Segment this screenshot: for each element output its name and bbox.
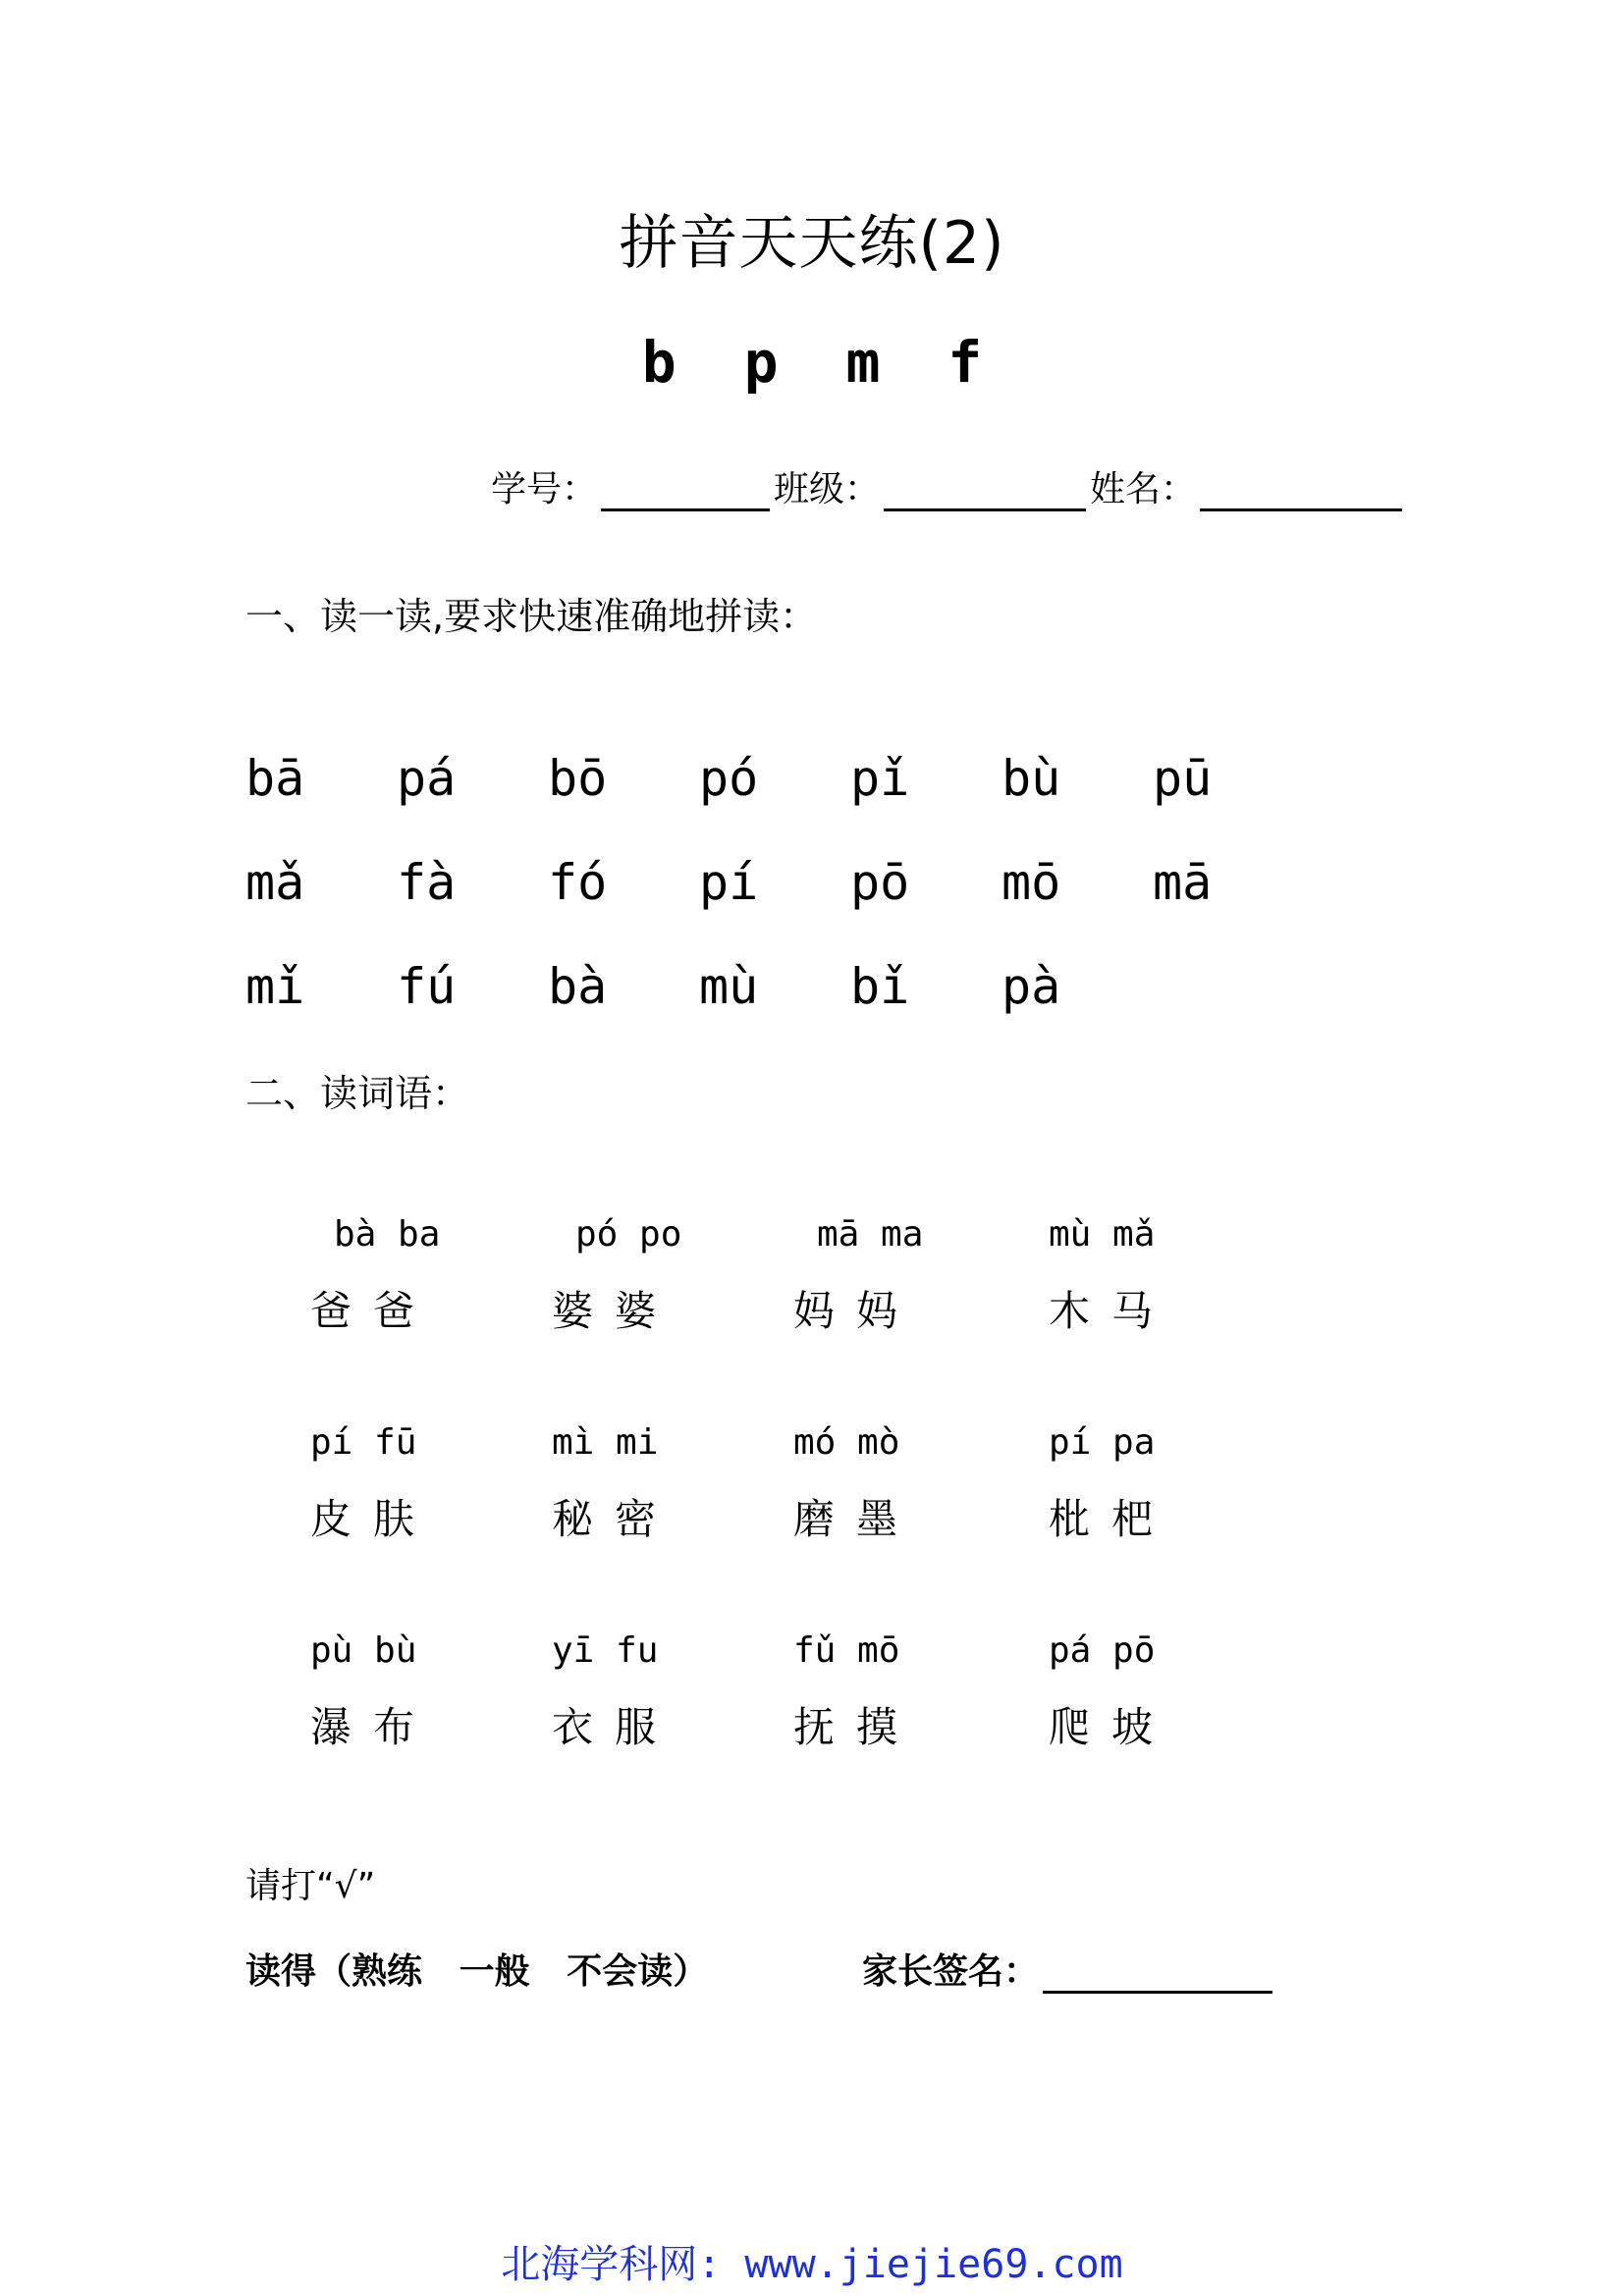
class-blank[interactable] bbox=[884, 471, 1086, 511]
word-item bbox=[793, 1415, 1035, 1624]
word-characters: 婆婆 bbox=[552, 1287, 678, 1335]
word-reading-grid bbox=[310, 1207, 1276, 1832]
word-characters: 爬坡 bbox=[1049, 1703, 1175, 1751]
word-pinyin: bà ba bbox=[334, 1214, 441, 1255]
word-characters: 妈妈 bbox=[793, 1287, 920, 1335]
pinyin-syllable: mù bbox=[699, 958, 759, 1015]
pinyin-syllable: bù bbox=[1001, 750, 1061, 807]
pinyin-syllable: pó bbox=[699, 750, 759, 807]
word-pinyin: mó mò bbox=[793, 1422, 900, 1463]
word-item bbox=[1035, 1624, 1276, 1832]
section-two-heading: 二、读词语： bbox=[245, 1072, 470, 1115]
word-pinyin: pó po bbox=[575, 1214, 682, 1255]
pinyin-syllable: bā bbox=[245, 750, 305, 807]
pinyin-syllable: pǐ bbox=[850, 750, 910, 807]
reading-evaluation: 读得（熟练 一般 不会读） bbox=[245, 1951, 709, 1992]
initials-heading: b p m f bbox=[641, 329, 983, 396]
pinyin-syllable: mǐ bbox=[245, 958, 305, 1015]
word-characters: 抚摸 bbox=[793, 1703, 920, 1751]
pinyin-syllable: pí bbox=[699, 854, 759, 911]
word-item bbox=[310, 1624, 552, 1832]
pinyin-syllable-grid bbox=[245, 726, 1304, 1039]
student-id-label: 学号： bbox=[491, 469, 598, 509]
section-one-heading: 一、读一读,要求快速准确地拼读： bbox=[245, 595, 818, 638]
pinyin-syllable: fó bbox=[548, 854, 608, 911]
word-row bbox=[310, 1415, 1276, 1624]
word-pinyin: mì mi bbox=[552, 1422, 659, 1463]
pinyin-syllable: fà bbox=[397, 854, 457, 911]
pinyin-syllable: mǎ bbox=[245, 854, 305, 911]
word-row bbox=[310, 1207, 1276, 1415]
word-pinyin: mā ma bbox=[817, 1214, 924, 1255]
word-pinyin: pù bù bbox=[310, 1630, 417, 1671]
pinyin-syllable: bō bbox=[548, 750, 608, 807]
student-info-row bbox=[491, 461, 1406, 511]
word-pinyin: fǔ mō bbox=[793, 1630, 900, 1671]
class-label: 班级： bbox=[774, 469, 881, 509]
pinyin-syllable: bà bbox=[548, 958, 608, 1015]
word-characters: 枇杷 bbox=[1049, 1495, 1175, 1543]
word-item bbox=[552, 1415, 793, 1624]
pinyin-syllable: fú bbox=[397, 958, 457, 1015]
word-pinyin: pí pa bbox=[1049, 1422, 1156, 1463]
word-characters: 瀑布 bbox=[310, 1703, 437, 1751]
parent-signature-row bbox=[862, 1944, 1276, 1994]
pinyin-row bbox=[245, 726, 1304, 830]
name-label: 姓名： bbox=[1090, 469, 1197, 509]
word-characters: 秘密 bbox=[552, 1495, 678, 1543]
word-item bbox=[1035, 1415, 1276, 1624]
word-characters: 皮肤 bbox=[310, 1495, 437, 1543]
word-item bbox=[552, 1207, 793, 1415]
pinyin-syllable: mō bbox=[1001, 854, 1061, 911]
pinyin-row bbox=[245, 934, 1304, 1039]
pinyin-syllable: bǐ bbox=[850, 958, 910, 1015]
word-item bbox=[1035, 1207, 1276, 1415]
word-pinyin: mù mǎ bbox=[1049, 1214, 1156, 1255]
word-characters: 爸爸 bbox=[310, 1287, 437, 1335]
parent-signature-blank[interactable] bbox=[1043, 1953, 1272, 1994]
word-pinyin: pá pō bbox=[1049, 1630, 1156, 1671]
pinyin-syllable: pá bbox=[397, 750, 457, 807]
pinyin-syllable: pū bbox=[1153, 750, 1213, 807]
word-pinyin: pí fū bbox=[310, 1422, 417, 1463]
word-characters: 木马 bbox=[1049, 1287, 1175, 1335]
name-blank[interactable] bbox=[1200, 471, 1402, 511]
pinyin-syllable: mā bbox=[1153, 854, 1213, 911]
word-characters: 衣服 bbox=[552, 1703, 678, 1751]
word-row bbox=[310, 1624, 1276, 1832]
footer-watermark: 北海学科网: www.jiejie69.com bbox=[501, 2242, 1123, 2287]
word-item bbox=[310, 1207, 552, 1415]
pinyin-row bbox=[245, 830, 1304, 934]
word-item bbox=[552, 1624, 793, 1832]
word-item bbox=[793, 1207, 1035, 1415]
word-item bbox=[793, 1624, 1035, 1832]
parent-signature-label: 家长签名： bbox=[862, 1951, 1040, 1992]
student-id-blank[interactable] bbox=[601, 471, 770, 511]
check-prompt: 请打“√” bbox=[245, 1866, 376, 1906]
word-item bbox=[310, 1415, 552, 1624]
pinyin-syllable: pà bbox=[1001, 958, 1061, 1015]
word-characters: 磨墨 bbox=[793, 1495, 920, 1543]
word-pinyin: yī fu bbox=[552, 1630, 659, 1671]
page-title: 拼音天天练(2) bbox=[619, 209, 1005, 278]
pinyin-syllable: pō bbox=[850, 854, 910, 911]
